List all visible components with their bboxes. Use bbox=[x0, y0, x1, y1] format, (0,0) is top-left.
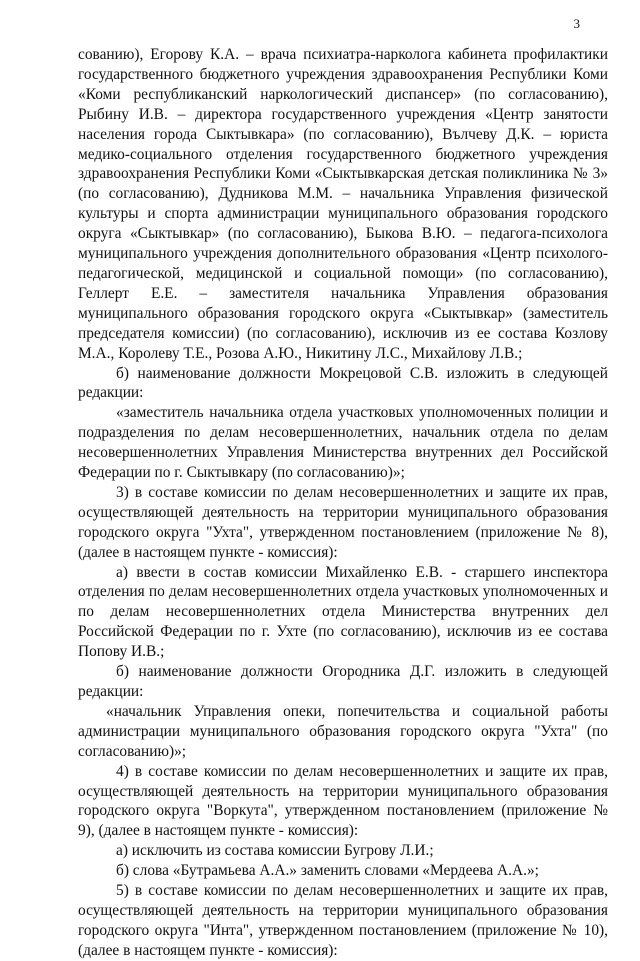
paragraph-item-a-bugrova: а) исключить из состава комиссии Бугрову Л.И.; bbox=[116, 842, 434, 860]
paragraph-item-5-inta: 5) в составе комиссии по делам несовершеннолетних и защите их прав, осуществляющей деятельность на территории муниципального образования городского округа "Инта", утвержденном постановлением (приложение № 10), (далее в настоящем пункте - комиссия): bbox=[78, 882, 608, 959]
paragraph-item-b-mokretsova: б) наименование должности Мокрецовой С.В. изложить в следующей редакции: bbox=[78, 364, 608, 402]
paragraph-item-3-ukhta: 3) в составе комиссии по делам несовершеннолетних и защите их прав, осуществляющей деятельность на территории муниципального образования городского округа "Ухта", утвержденном постановлением (приложение № 8), (далее в настоящем пункте - комиссия): bbox=[78, 483, 608, 561]
paragraph-item-a-mikhailenko: а) ввести в состав комиссии Михайленко Е.В. - старшего инспектора отделения по делам несовершеннолетних отдела участковых уполномоченных и по делам несовершеннолетних отдела Министерства внутренних дел Российской Федерации по г. Ухте (по согласованию), исключив из ее состава Попову И.В.; bbox=[78, 563, 608, 661]
paragraph-continuation: сованию), Егорову К.А. – врача психиатра-нарколога кабинета профилактики государственного бюджетного учреждения здравоохранения Республики Коми «Коми республиканский наркологический диспансер» (по согласованию), Рыбину И.В. – директора государственного учреждения «Центр занятости населения города Сыктывкара» (по согласованию), Вълчеву Д.К. – юриста медико-социального отделения государственного бюджетного учреждения здравоохранения Республики Коми «Сыктывкарская детская поликлиника № 3» (по согласованию), Дудникова М.М. – начальника Управления физической культуры и спорта администрации муниципального образования городского округа «Сыктывкар» (по согласованию), Быкова В.Ю. – педагога-психолога муниципального учреждения дополнительного образования «Центр психолого-педагогической, медицинской и социальной помощи» (по согласованию), Геллерт Е.Е. – заместителя начальника Управления образования муниципального образования городского округа «Сыктывкар» (заместитель председателя комиссии) (по согласованию), исключив из ее состава Козлову М.А., Королеву Т.Е., Розова А.Ю., Никитину Л.С., Михайлову Л.В.; bbox=[78, 46, 608, 362]
paragraph-item-b-butramyev: б) слова «Бутрамьева А.А.» заменить словами «Мердеева А.А.»; bbox=[116, 862, 539, 880]
page-number: 3 bbox=[573, 16, 580, 31]
paragraph-item-b-ogorodnik: б) наименование должности Огородника Д.Г. изложить в следующей редакции: bbox=[78, 663, 608, 700]
paragraph-item-4-vorkuta: 4) в составе комиссии по делам несовершеннолетних и защите их прав, осуществляющей деятельность на территории муниципального образования городского округа "Воркута", утвержденном постановлением (приложение № 9), (далее в настоящем пункте - комиссия): bbox=[78, 762, 608, 840]
document-body bbox=[78, 45, 608, 961]
paragraph-quote-guardianship-head: «начальник Управления опеки, попечительства и социальной работы администрации муниципального образования городского округа "Ухта" (по согласованию)»; bbox=[78, 702, 608, 760]
paragraph-quote-deputy-head: «заместитель начальника отдела участковых уполномоченных полиции и подразделения по делам несовершеннолетних, начальник отдела по делам несовершеннолетних Управления Министерства внутренних дел Российской Федерации по г. Сыктывкару (по согласованию)»; bbox=[78, 404, 608, 482]
